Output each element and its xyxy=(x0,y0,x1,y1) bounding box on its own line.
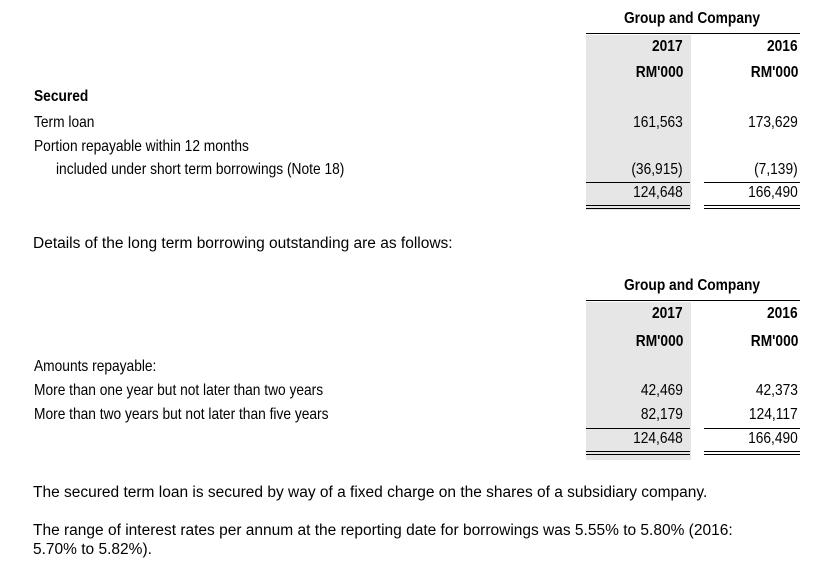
table2-total-double-rule-2017-b xyxy=(586,454,690,455)
table1-unit-2017: RM'000 xyxy=(635,64,683,81)
table2-unit-2016: RM'000 xyxy=(750,333,798,350)
row-label-one-to-two-years: More than one year but not later than two years xyxy=(34,382,324,399)
two-to-five-years-2017: 82,179 xyxy=(640,406,683,423)
table2-header-rule xyxy=(586,300,800,301)
one-to-two-years-2016: 42,373 xyxy=(755,382,798,399)
note-interest-rates-line2: 5.70% to 5.82%). xyxy=(33,541,152,558)
two-to-five-years-2016: 124,117 xyxy=(749,406,798,423)
table2-total-double-rule-2017-a xyxy=(586,451,690,452)
row-label-term-loan: Term loan xyxy=(34,114,95,131)
table2-subtotal-rule-2017 xyxy=(586,428,690,429)
details-text: Details of the long term borrowing outstanding are as follows: xyxy=(33,235,453,252)
one-to-two-years-2017: 42,469 xyxy=(640,382,683,399)
short-term-2016: (7,139) xyxy=(754,161,798,178)
table2-col-2016: 2016 xyxy=(767,305,798,322)
term-loan-2016: 173,629 xyxy=(748,114,798,131)
term-loan-2017: 161,563 xyxy=(633,114,683,131)
table1-header-rule xyxy=(586,33,800,34)
table2-subtotal-rule-2016 xyxy=(704,428,800,429)
table2-total-2017: 124,648 xyxy=(633,430,683,447)
table2-col-2017: 2017 xyxy=(652,305,683,322)
row-label-two-to-five-years: More than two years but not later than five years xyxy=(34,406,329,423)
table1-total-double-rule-2017-b xyxy=(586,208,690,209)
table1-unit-2016: RM'000 xyxy=(750,64,798,81)
table1-total-double-rule-2016-b xyxy=(704,208,800,209)
amounts-repayable-label: Amounts repayable: xyxy=(34,358,157,375)
table2-total-2016: 166,490 xyxy=(748,430,798,447)
short-term-2017: (36,915) xyxy=(631,161,683,178)
row-label-portion-repayable: Portion repayable within 12 months xyxy=(34,138,249,155)
table1-col-2017: 2017 xyxy=(652,38,683,55)
row-label-short-term-borrowings: included under short term borrowings (Note 18) xyxy=(56,161,345,178)
note-interest-rates-line1: The range of interest rates per annum at the reporting date for borrowings was 5.55% to 5.80% (2016: xyxy=(33,522,733,539)
table2-total-double-rule-2016-b xyxy=(704,454,800,455)
note-security: The secured term loan is secured by way of a fixed charge on the shares of a subsidiary company. xyxy=(33,484,708,501)
table2-unit-2017: RM'000 xyxy=(635,333,683,350)
table1-group-header: Group and Company xyxy=(623,10,761,27)
section-label-secured: Secured xyxy=(34,88,89,105)
table1-subtotal-rule-2017 xyxy=(586,182,690,183)
table1-total-2017: 124,648 xyxy=(633,184,683,201)
table1-col-2016: 2016 xyxy=(767,38,798,55)
table1-total-double-rule-2016-a xyxy=(704,205,800,206)
table1-subtotal-rule-2016 xyxy=(704,182,800,183)
table2-group-header: Group and Company xyxy=(623,277,761,294)
table2-total-double-rule-2016-a xyxy=(704,451,800,452)
table1-total-2016: 166,490 xyxy=(748,184,798,201)
table1-total-double-rule-2017-a xyxy=(586,205,690,206)
